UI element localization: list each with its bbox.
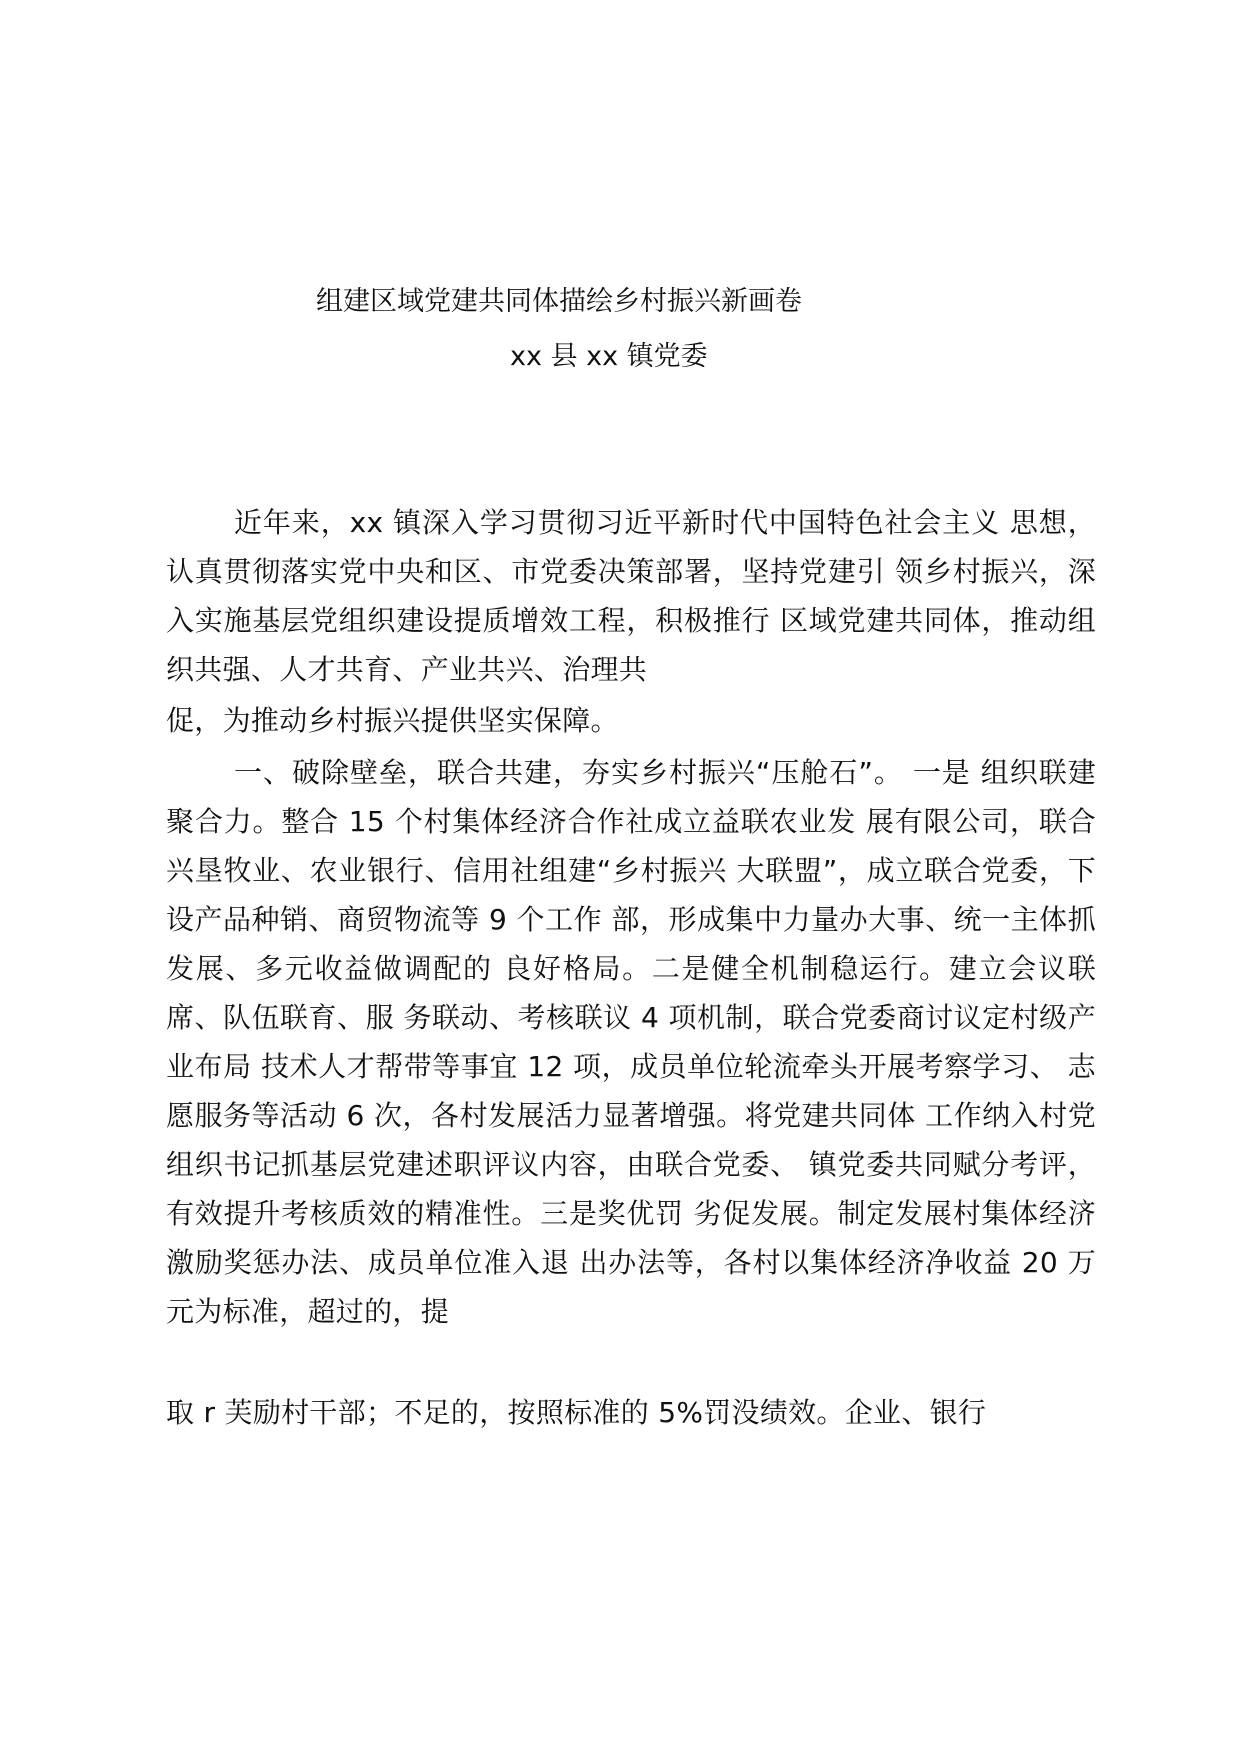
document-author: xx 县 xx 镇党委 — [510, 341, 708, 372]
paragraph-section-one: 一、破除壁垒，联合共建，夯实乡村振兴“压舱石”。 一是 组织联建聚合力。整合 15 个村集体经济合作社成立益联农业发 展有限公司，联合兴垦牧业、农业银行、信用社组建“乡村振兴 大联盟”，成立联合党委，下设产品种销、商贸物流等 9 个工作 部，形成集中力量办大事、统一主体抓发展、多元收益做调配的 良好格局。二是健全机制稳运行。建立会议联席、队伍联育、服 务联动、考核联议 4 项机制，联合党委商讨议定村级产业布局 技术人才帮带等事宜 12 项，成员单位轮流牵头开展考察学习、 志愿服务等活动 6 次，各村发展活力显著增强。将党建共同体 工作纳入村党组织书记抓基层党建述职评议内容，由联合党委、 镇党委共同赋分考评，有效提升考核质效的精准性。三是奖优罚 劣促发展。制定发展村集体经济激励奖惩办法、成员单位准入退 出办法等，各村以集体经济净收益 20 万元为标准，超过的，提 — [166, 756, 1096, 1328]
document-title: 组建区域党建共同体描绘乡村振兴新画卷 — [316, 286, 802, 317]
paragraph-intro: 近年来，xx 镇深入学习贯彻习近平新时代中国特色社会主义 思想，认真贯彻落实党中央和区、市党委决策部署，坚持党建引 领乡村振兴，深入实施基层党组织建设提质增效工程，积极推行 区域党建共同体，推动组织共强、人才共育、产业共兴、治理共 — [166, 506, 1096, 686]
paragraph-section-one-continued: 取 r 芙励村干部；不足的，按照标准的 5%罚没绩效。企业、银行 — [166, 1396, 987, 1429]
paragraph-intro-continued: 促，为推动乡村振兴提供坚实保障。 — [166, 704, 619, 737]
